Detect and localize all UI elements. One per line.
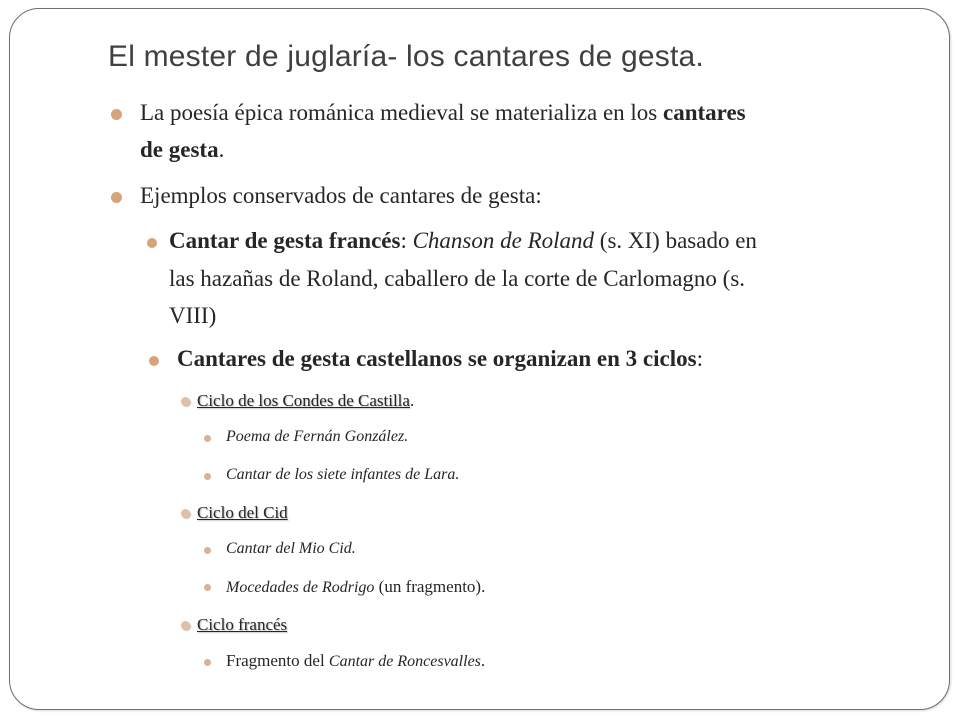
- bullet-dot: [204, 584, 211, 591]
- text-run-italic: Poema de Fernán González.: [226, 428, 409, 445]
- text-run: (un fragmento).: [374, 577, 486, 596]
- bullet-dot: [147, 238, 157, 248]
- bullet-dot: [111, 192, 122, 203]
- text-run: .: [218, 137, 225, 162]
- bullet-dot: [149, 356, 159, 366]
- bullet-dot: [181, 509, 190, 518]
- poem-item: [226, 466, 459, 484]
- poem-item: [226, 540, 356, 558]
- cycle-link[interactable]: [197, 503, 288, 523]
- bullet-text: [169, 228, 757, 254]
- poem-item: [226, 428, 408, 446]
- text-run-bold: Cantares de gesta castellanos se organizan en 3 ciclos: [177, 346, 697, 371]
- bullet-dot: [111, 109, 122, 120]
- bullet-text: [177, 346, 703, 372]
- cycle-link-text[interactable]: Ciclo de los Condes de Castilla: [197, 391, 410, 410]
- poem-item: [226, 651, 485, 671]
- text-run: Fragmento del: [226, 651, 329, 670]
- text-run: :: [400, 228, 413, 253]
- cycle-link-text[interactable]: Ciclo del Cid: [197, 503, 288, 522]
- text-run: :: [696, 346, 703, 371]
- text-run: La poesía épica románica medieval se materializa en los: [140, 100, 664, 125]
- cycle-link[interactable]: [197, 391, 414, 411]
- bullet-dot: [204, 547, 211, 554]
- text-run-italic: Cantar de Roncesvalles: [328, 653, 481, 670]
- bullet-dot: [181, 397, 190, 406]
- cycle-link-text[interactable]: Ciclo francés: [197, 615, 288, 634]
- text-run-italic: Chanson de Roland: [412, 228, 595, 253]
- bullet-text-continued: VIII): [169, 303, 217, 328]
- bullet-dot: [181, 621, 190, 630]
- text-run-italic: Cantar de los siete infantes de Lara.: [226, 466, 460, 483]
- text-run-italic: Mocedades de Rodrigo: [226, 579, 375, 596]
- bullet-text-continued: [140, 137, 224, 163]
- text-run: .: [409, 391, 415, 410]
- poem-item: [226, 577, 485, 597]
- text-run-bold: cantares: [663, 100, 746, 125]
- text-run: .: [480, 651, 486, 670]
- slide-title: El mester de juglaría- los cantares de gesta.: [108, 40, 704, 73]
- text-run-bold: Cantar de gesta francés: [169, 228, 401, 253]
- bullet-text: [140, 100, 746, 126]
- text-run: (s. XI) basado en: [594, 228, 757, 253]
- text-run-italic: Cantar del Mio Cid.: [226, 540, 356, 557]
- cycle-link[interactable]: [197, 615, 287, 635]
- bullet-dot: [204, 435, 211, 442]
- text-run-bold: de gesta: [140, 137, 219, 162]
- bullet-text: Ejemplos conservados de cantares de gesta:: [140, 183, 542, 208]
- bullet-dot: [204, 659, 211, 666]
- bullet-text-continued: las hazañas de Roland, caballero de la corte de Carlomagno (s.: [169, 266, 746, 291]
- bullet-dot: [204, 473, 211, 480]
